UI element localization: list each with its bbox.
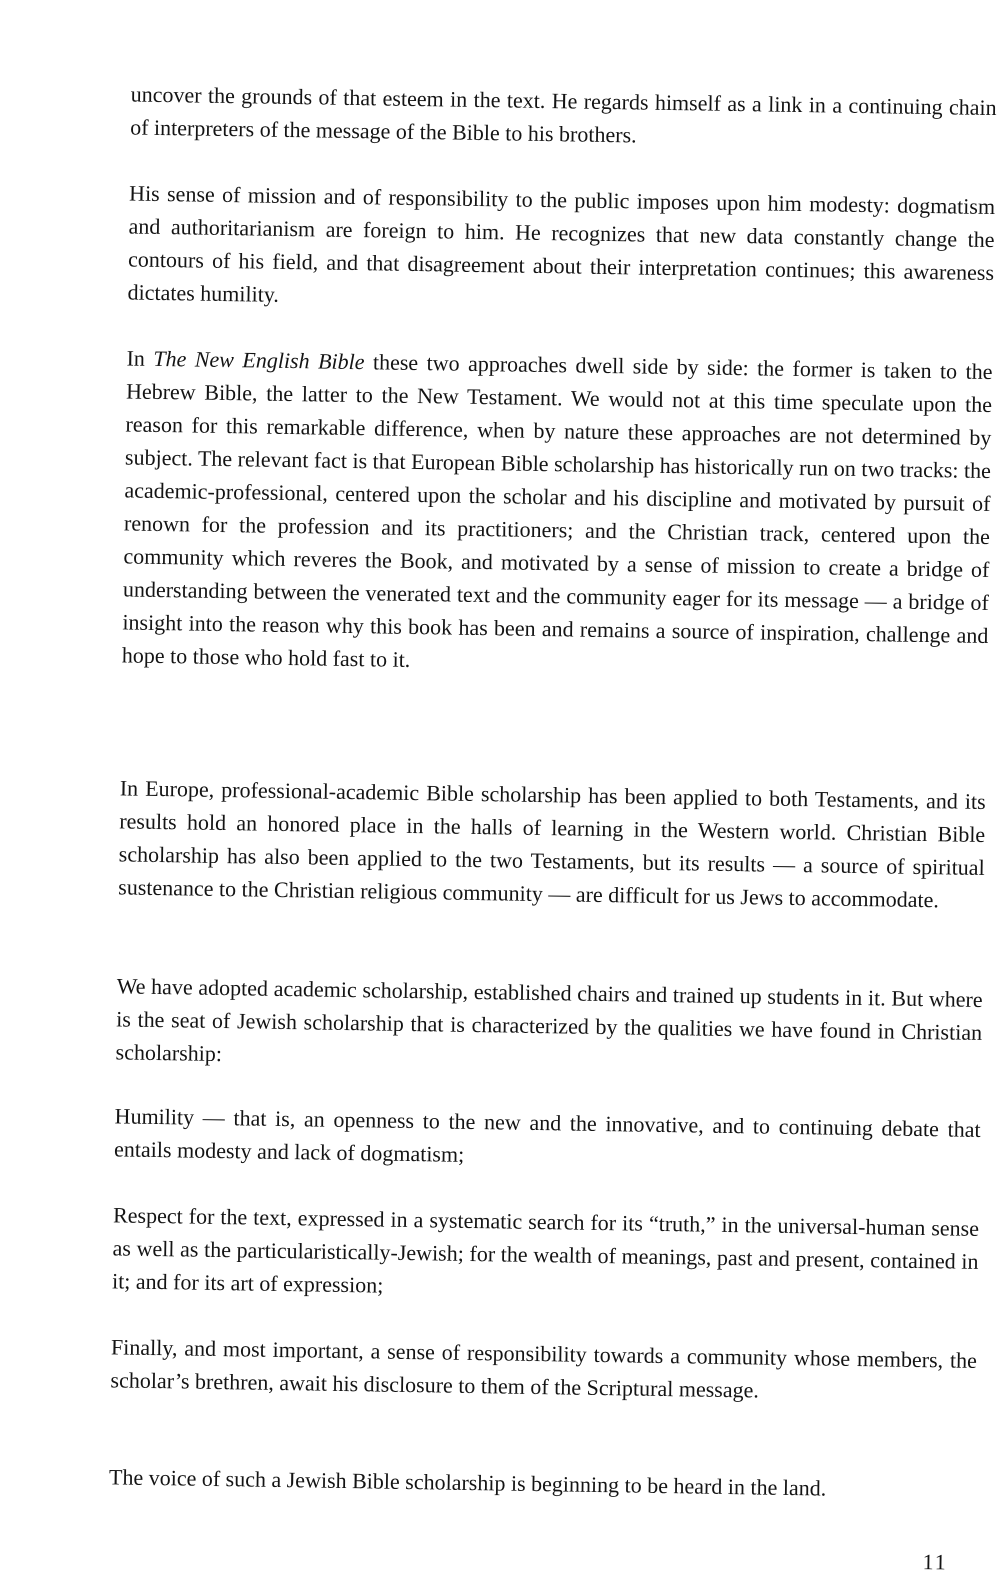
paragraph-2: His sense of mission and of responsibility to the public imposes upon him modesty: dogmatism and authoritarianism are foreign to him. He recognizes that new data constantly change the contours of his field, and that disagreement about their interpretation continues; this awareness dictates humility. — [127, 180, 996, 307]
page-number: 11 — [922, 1549, 948, 1575]
paragraph-3 — [122, 341, 993, 685]
paragraph-9: The voice of such a Jewish Bible scholarship is beginning to be heard in the land. — [108, 1464, 827, 1501]
paragraph-1: uncover the grounds of that esteem in the text. He regards himself as a link in a continuing chain of interpreters of the message of the Bible to his brothers. — [130, 81, 997, 148]
paragraph-6: Humility — that is, an openness to the new and the innovative, and to continuing debate that entails modesty and lack of dogmatism; — [113, 1103, 981, 1167]
paragraph-3-body: these two approaches dwell side by side: the former is taken to the Hebrew Bible, the latter to the New Testament. We would not at this time speculate upon the reason for this remarkable difference, when by nature these approaches are not determined by subject. The relevant fact is that European Bible scholarship has historically run on two tracks: the academic-professional, centered upon the scholar and his discipline and motivated by pursuit of renown for the profession and its practitioners; and the Christian track, centered upon the community which reveres the Book, and motivated by a sense of mission to create a bridge of understanding between the venerated text and the community eager for its message — a bridge of insight into the reason why this book has been and remains a source of inspiration, challenge and hope to those who hold fast to it. — [121, 349, 993, 672]
paragraph-7: Respect for the text, expressed in a systematic search for its “truth,” in the universal-human sense as well as the particularistically-Jewish; for the wealth of meanings, past and present, contained in it; and for its art of expression; — [111, 1202, 980, 1298]
paragraph-3-lead: In — [126, 345, 154, 371]
paragraph-5: We have adopted academic scholarship, established chairs and trained up students in it. But where is the seat of Jewish scholarship that is characterized by the qualities we have found in Christian scholarship: — [115, 973, 983, 1067]
paragraph-8: Finally, and most important, a sense of responsibility towards a community whose members, the scholar’s brethren, await his disclosure to them of the Scriptural message. — [110, 1334, 978, 1403]
paragraph-4: In Europe, professional-academic Bible scholarship has been applied to both Testaments, and its results hold an honored place in the halls of learning in the Western world. Christian Bible scholarship has also been applied to the two Testaments, but its results — a source of spiritual sustenance to the Christian religious community — are difficult for us Jews to accommodate. — [118, 775, 986, 913]
book-title: The New English Bible — [153, 345, 365, 375]
